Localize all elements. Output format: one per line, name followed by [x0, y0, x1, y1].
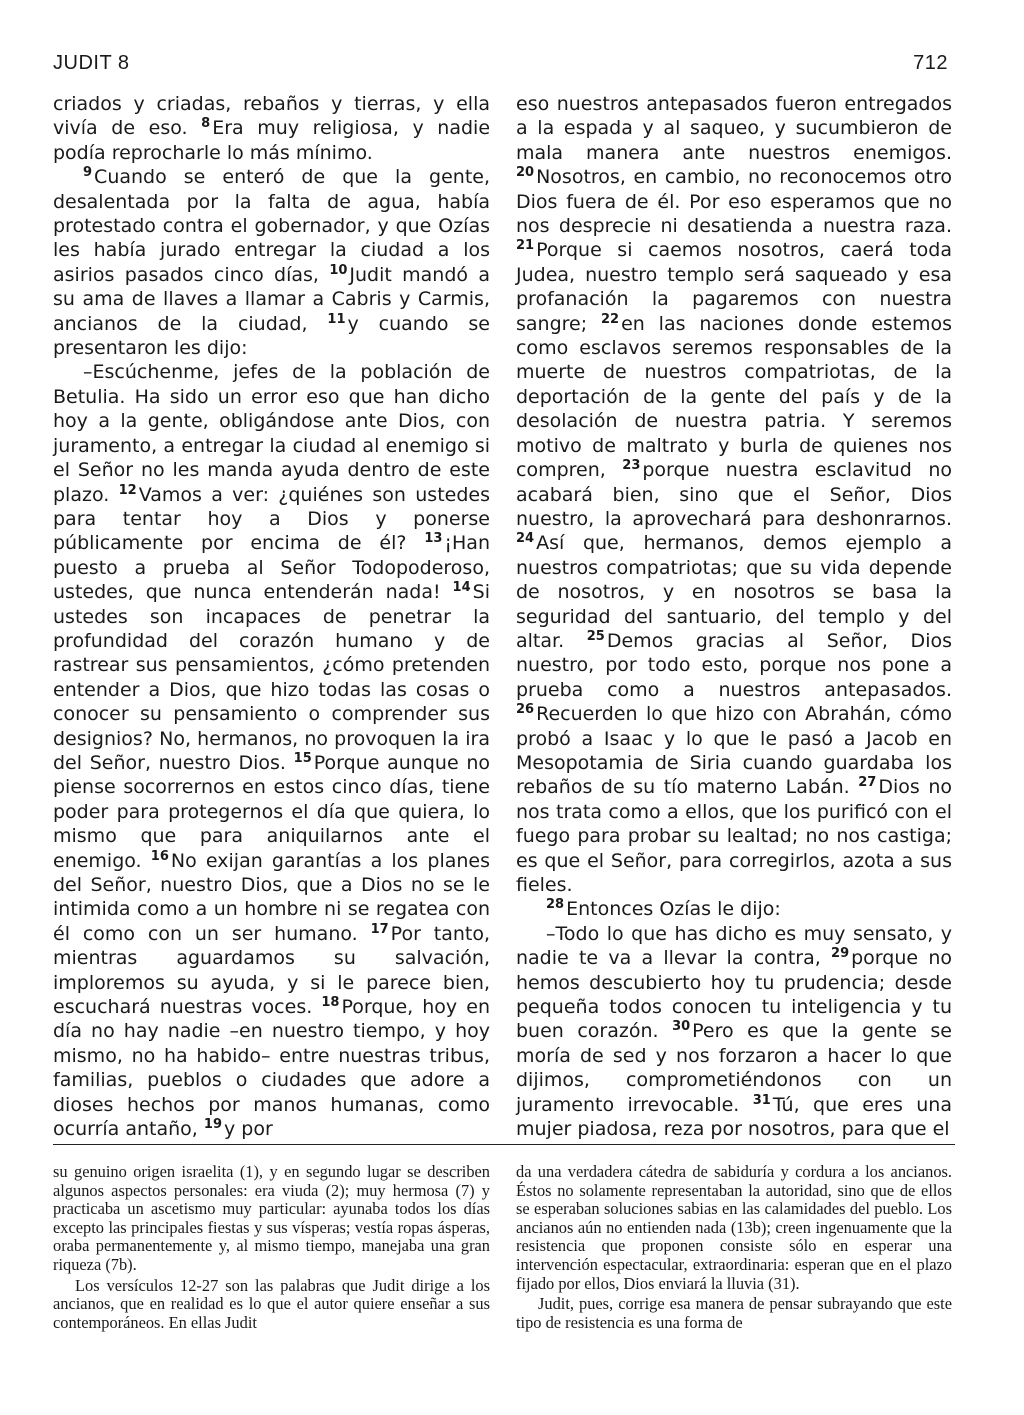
verse-number: 24	[516, 531, 535, 547]
page-number: 712	[913, 52, 948, 74]
paragraph: –Todo lo que has dicho es muy sensato, y nadie te va a llevar la contra, $^{29}$ porque no hemos descubierto hoy tu prudencia; desde pequeña todos conocen tu inteligencia y tu buen corazón. $^{30}$ Pero es que la gente se moría de sed y nos forzaron a hacer lo que dijimos, comprometiéndonos con un juramento irrevocable. $^{31}$ Tú, que eres una mujer piadosa, reza por nosotros, para que el	[516, 922, 952, 1141]
verse-number: 11	[327, 311, 346, 327]
left-text-column	[53, 92, 490, 1141]
verse-number: 19	[203, 1117, 222, 1133]
verse-number: 21	[516, 238, 535, 254]
verse-number: 17	[370, 921, 389, 937]
paragraph: criados y criadas, rebaños y tierras, y ella vivía de eso. $^8$ Era muy religiosa, y nadie podía reprocharle lo más mínimo.	[53, 93, 491, 164]
verse-number: 29	[831, 946, 850, 962]
running-header-book: JUDIT 8	[53, 52, 130, 74]
verse-number: 14	[452, 580, 471, 596]
commentary-paragraph: Judit, pues, corrige esa manera de pensar subrayando que este tipo de resistencia es una forma de	[516, 1294, 952, 1332]
commentary-paragraph: da una verdadera cátedra de sabiduría y cordura a los ancianos. Éstos no solamente representaban la autoridad, sino que de ellos se esperaban soluciones sabias en las calamidades del pueblo. Los ancianos aún no entienden nada (13b); creen ingenuamente que la resistencia que proponen consiste sólo en esperar una intervención espectacular, extraordinaria: esperan que en el plazo fijado por ellos, Dios enviará la lluvia (31).	[516, 1162, 952, 1293]
verse-number: 26	[516, 702, 535, 718]
paragraph: $^9$ Cuando se enteró de que la gente, desalentada por la falta de agua, había protestado contra el gobernador, y que Ozías les había jurado entregar la ciudad a los asirios pasados cinco días, $^{10}$ Judit mandó a su ama de llaves a llamar a Cabris y Carmis, ancianos de la ciudad, $^{11}$ y cuando se presentaron les dijo:	[53, 165, 490, 360]
verse-number: 25	[586, 628, 605, 644]
verse-number: 18	[321, 995, 340, 1011]
paragraph: –Escúchenme, jefes de la población de Betulia. Ha sido un error eso que han dicho hoy a la gente, obligándose ante Dios, con juramento, a entregar la ciudad al enemigo si el Señor no les manda ayuda dentro de este plazo. $^{12}$ Vamos a ver: ¿quiénes son ustedes para tentar hoy a Dios y ponerse públicamente por encima de él? $^{13}$ ¡Han puesto a prueba al Señor Todopoderoso, ustedes, que nunca entenderán nada! $^{14}$ Si ustedes son incapaces de penetrar la profundidad del corazón humano y de rastrear sus pensamientos, ¿cómo pretenden entender a Dios, que hizo todas las cosas o conocer su pensamiento o comprender sus designios? No, hermanos, no provoquen la ira del Señor, nuestro Dios. $^{15}$ Porque aunque no piense socorrernos en estos cinco días, tiene poder para protegernos el día que quiera, lo mismo que para aniquilarnos ante el enemigo. $^{16}$ No exijan garantías a los planes del Señor, nuestro Dios, que a Dios no se le intimida como a un hombre ni se regatea con él como con un ser humano. $^{17}$ Por tanto, mientras aguardamos su salvación, imploremos su ayuda, y si le parece bien, escuchará nuestras voces. $^{18}$ Porque, hoy en día no hay nadie –en nuestro tiempo, y hoy mismo, no ha habido– entre nuestras tribus, familias, pueblos o ciudades que adore a dioses hechos por manos humanas, como ocurría antaño, $^{19}$ y por	[53, 361, 490, 1141]
verse-number: 16	[150, 848, 169, 864]
paragraph: $^{28}$ Entonces Ozías le dijo:	[546, 897, 781, 921]
right-text-column	[516, 92, 952, 1141]
footnote-divider	[53, 1144, 955, 1145]
verse-number: 28	[546, 897, 565, 913]
verse-number: 20	[516, 165, 535, 181]
verse-number: 15	[293, 750, 312, 766]
paragraph: eso nuestros antepasados fueron entregados a la espada y al saqueo, y sucumbieron de mala manera ante nuestros enemigos. $^{20}$ Nosotros, en cambio, no reconocemos otro Dios fuera de él. Por eso esperamos que no nos desprecie ni desatienda a nuestra raza. $^{21}$ Porque si caemos nosotros, caerá toda Judea, nuestro templo será saqueado y esa profanación la pagaremos con nuestra sangre; $^{22}$ en las naciones donde estemos como esclavos seremos responsables de la muerte de nuestros compatriotas, de la deportación de la gente del país y de la desolación de nuestra patria. Y seremos motivo de maltrato y burla de quienes nos compren, $^{23}$ porque nuestra esclavitud no acabará bien, sino que el Señor, Dios nuestro, la aprovechará para deshonrarnos. $^{24}$ Así que, hermanos, demos ejemplo a nuestros compatriotas; que su vida depende de nosotros, y en nosotros se basa la seguridad del santuario, del templo y del altar. $^{25}$ Demos gracias al Señor, Dios nuestro, por todo esto, porque nos pone a prueba como a nuestros antepasados. $^{26}$ Recuerden lo que hizo con Abrahán, cómo probó a Isaac y lo que le pasó a Jacob en Mesopotamia de Siria cuando guardaba los rebaños de su tío materno Labán. $^{27}$ Dios no nos trata como a ellos, que los purificó con el fuego para probar su lealtad; no nos castiga; es que el Señor, para corregirlos, azota a sus fieles.	[516, 93, 953, 896]
commentary-paragraph: Los versículos 12-27 son las palabras que Judit dirige a los ancianos, que en realidad es lo que el autor quiere enseñar a sus contemporáneos. En ellas Judit	[53, 1275, 490, 1332]
verse-number: 22	[601, 311, 620, 327]
verse-number: 27	[858, 775, 877, 791]
commentary-right-column	[516, 1163, 952, 1332]
commentary-left-column	[53, 1163, 490, 1332]
verse-number: 9	[83, 165, 93, 181]
verse-number: 13	[424, 531, 443, 547]
verse-number: 12	[118, 482, 137, 498]
verse-number: 31	[752, 1092, 771, 1108]
verse-number: 8	[201, 116, 211, 132]
verse-number: 10	[329, 262, 348, 278]
verse-number: 30	[672, 1019, 691, 1035]
verse-number: 23	[622, 458, 641, 474]
commentary-paragraph: su genuino origen israelita (1), y en segundo lugar se describen algunos aspectos personales: era viuda (2); muy hermosa (7) y practicaba un ascetismo muy particular: ayunaba todos los días excepto las principales fiestas y sus vísperas; vestía ropas ásperas, oraba permanentemente y, al mismo tiempo, manejaba una gran riqueza (7b).	[53, 1162, 490, 1274]
